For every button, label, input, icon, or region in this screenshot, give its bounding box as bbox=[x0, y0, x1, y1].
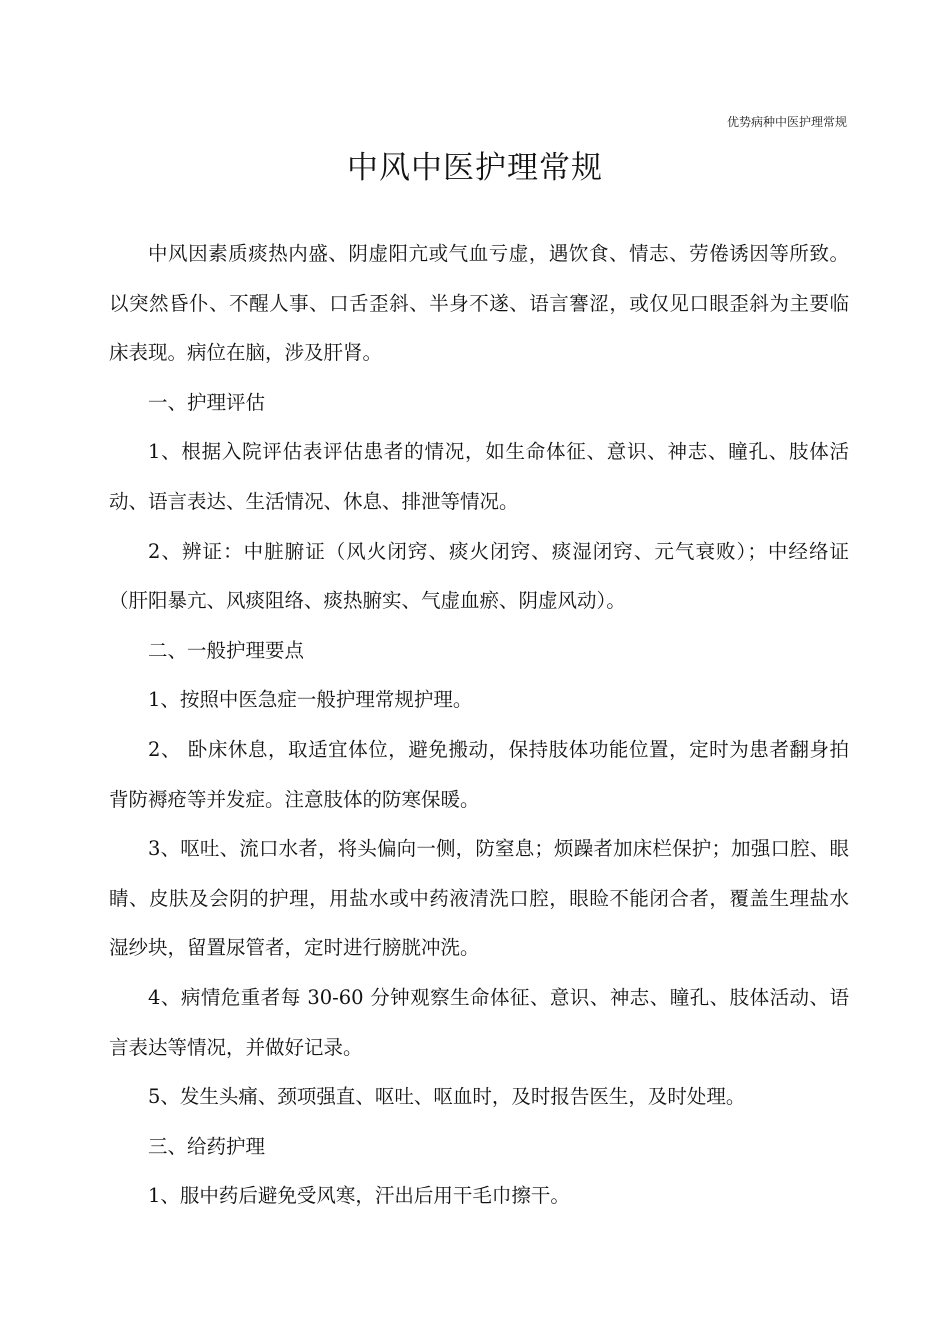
assessment-item-1: 1、根据入院评估表评估患者的情况，如生命体征、意识、神志、瞳孔、肢体活动、语言表达、生活情况、休息、排泄等情况。 bbox=[109, 440, 849, 513]
section-heading-medication: 三、给药护理 bbox=[148, 1134, 266, 1158]
section-heading-assessment: 一、护理评估 bbox=[148, 390, 266, 414]
document-body bbox=[109, 229, 849, 1221]
general-care-item-1: 1、按照中医急症一般护理常规护理。 bbox=[148, 688, 473, 712]
general-care-item-4: 4、病情危重者每 30-60 分钟观察生命体征、意识、神志、瞳孔、肢体活动、语言表达等情况，并做好记录。 bbox=[109, 985, 849, 1059]
general-care-item-5: 5、发生头痛、颈项强直、呕吐、呕血时，及时报告医生，及时处理。 bbox=[148, 1085, 746, 1109]
document-title: 中风中医护理常规 bbox=[347, 150, 603, 186]
section-heading-general-care: 二、一般护理要点 bbox=[148, 638, 305, 662]
assessment-item-2: 2、辨证：中脏腑证（风火闭窍、痰火闭窍、痰湿闭窍、元气衰败）；中经络证（肝阳暴亢、风痰阻络、痰热腑实、气虚血瘀、阴虚风动）。 bbox=[109, 539, 849, 613]
general-care-item-2: 2、 卧床休息，取适宜体位，避免搬动，保持肢体功能位置，定时为患者翻身拍背防褥疮等并发症。注意肢体的防寒保暖。 bbox=[109, 737, 849, 811]
medication-item-1: 1、服中药后避免受风寒，汗出后用干毛巾擦干。 bbox=[148, 1184, 570, 1208]
running-header: 优势病种中医护理常规 bbox=[726, 115, 847, 129]
general-care-item-3: 3、呕吐、流口水者，将头偏向一侧，防窒息；烦躁者加床栏保护；加强口腔、眼睛、皮肤及会阴的护理，用盐水或中药液清洗口腔，眼睑不能闭合者，覆盖生理盐水湿纱块，留置尿管者，定时进行膀胱冲洗。 bbox=[109, 837, 849, 960]
intro-paragraph: 中风因素质痰热内盛、阴虚阳亢或气血亏虚，遇饮食、情志、劳倦诱因等所致。以突然昏仆、不醒人事、口舌歪斜、半身不遂、语言謇涩，或仅见口眼歪斜为主要临床表现。病位在脑，涉及肝肾。 bbox=[109, 242, 849, 365]
